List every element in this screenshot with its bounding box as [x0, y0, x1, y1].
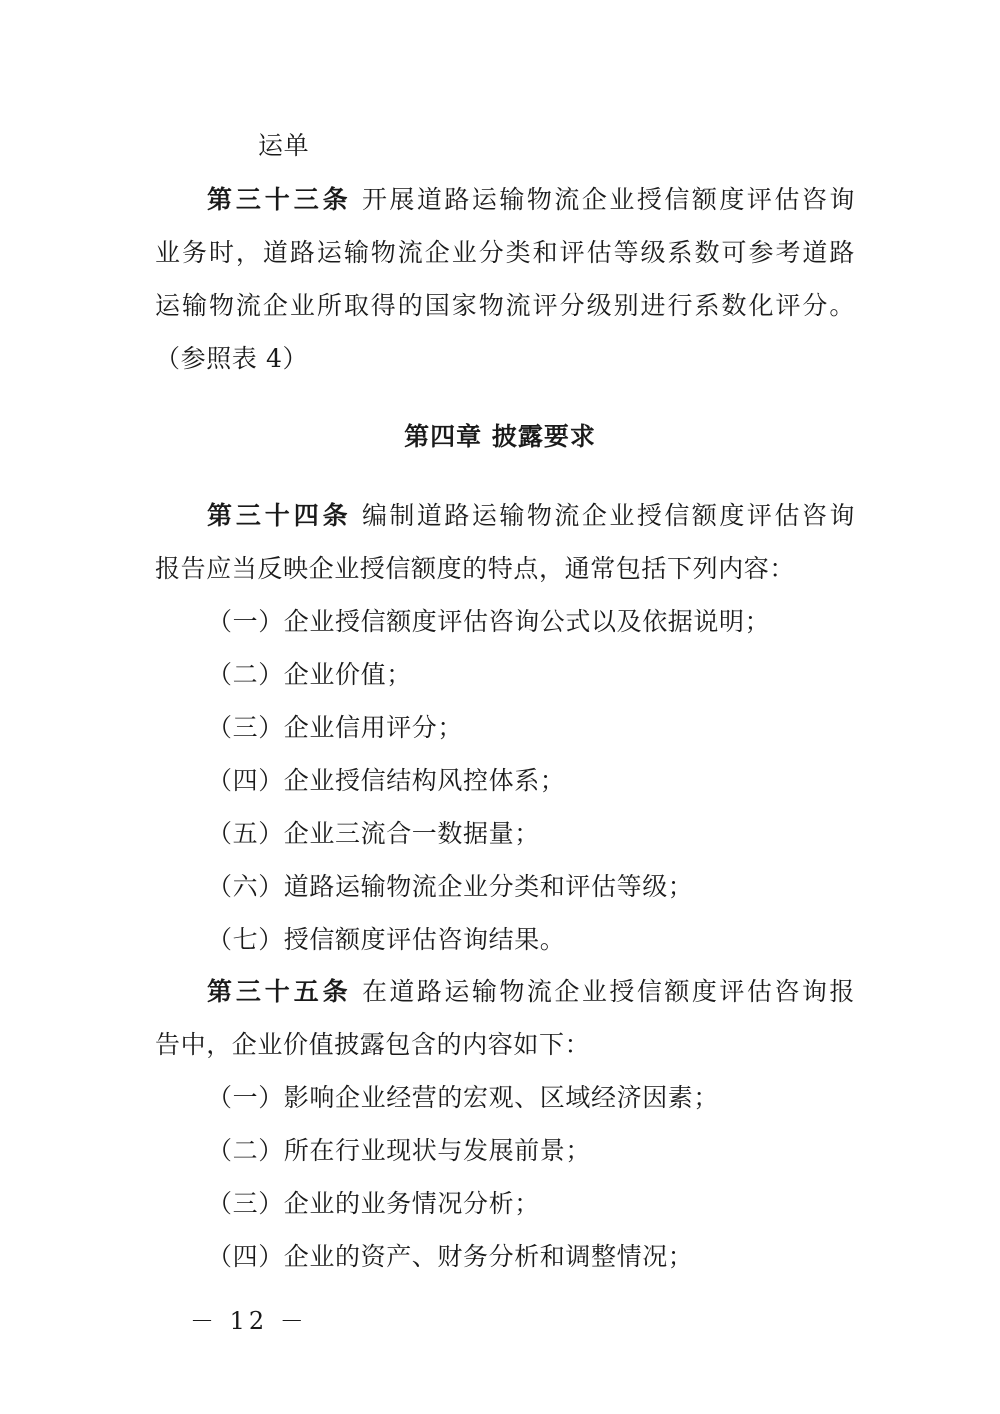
article-33-line-4: （参照表 4）: [155, 344, 309, 373]
article-35-line-2: 告中，企业价值披露包含的内容如下：: [155, 1030, 591, 1059]
continued-text: 运单: [258, 131, 310, 160]
list-item: （四）企业授信结构风控体系；: [207, 766, 566, 795]
list-item: （二）所在行业现状与发展前景；: [207, 1136, 592, 1165]
chapter-heading: 第四章 披露要求: [404, 422, 596, 451]
article-35-line-1: [207, 976, 855, 1008]
article-34-line-2: 报告应当反映企业授信额度的特点，通常包括下列内容：: [155, 554, 796, 583]
article-33-text-1: 开展道路运输物流企业授信额度评估咨询: [361, 185, 855, 214]
article-34-line-1: [207, 500, 855, 532]
list-item: （一）影响企业经营的宏观、区域经济因素；: [207, 1083, 720, 1112]
list-item: （五）企业三流合一数据量；: [207, 819, 540, 848]
article-35-label: 第三十五条: [207, 977, 352, 1006]
list-item: （二）企业价值；: [207, 660, 412, 689]
article-33-line-3: 运输物流企业所取得的国家物流评分级别进行系数化评分。: [155, 291, 855, 320]
article-34-label: 第三十四条: [207, 501, 352, 530]
article-34-text-1: 编制道路运输物流企业授信额度评估咨询: [361, 501, 855, 530]
article-35-text-1: 在道路运输物流企业授信额度评估咨询报: [361, 977, 855, 1006]
page-number: － 12 －: [190, 1307, 308, 1335]
list-item: （七）授信额度评估咨询结果。: [207, 925, 566, 954]
list-item: （一）企业授信额度评估咨询公式以及依据说明；: [207, 607, 771, 636]
list-item: （六）道路运输物流企业分类和评估等级；: [207, 872, 694, 901]
list-item: （四）企业的资产、财务分析和调整情况；: [207, 1242, 694, 1271]
list-item: （三）企业信用评分；: [207, 713, 464, 742]
article-33-line-1: [207, 184, 855, 216]
article-33-label: 第三十三条: [207, 185, 352, 214]
list-item: （三）企业的业务情况分析；: [207, 1189, 540, 1218]
article-33-line-2: 业务时，道路运输物流企业分类和评估等级系数可参考道路: [155, 238, 855, 267]
